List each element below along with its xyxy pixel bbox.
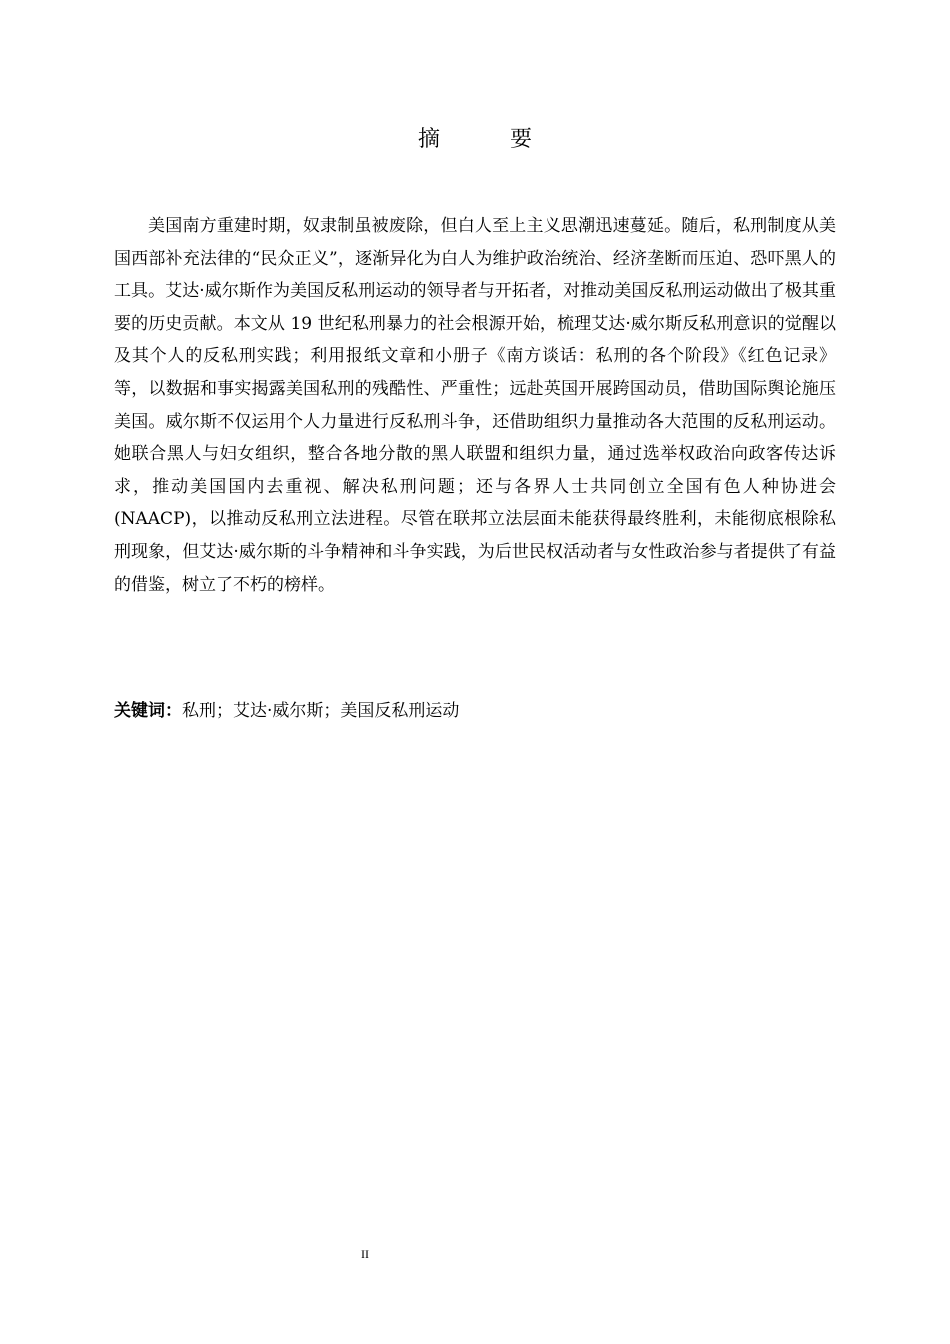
page-title: 摘 要 — [417, 127, 556, 152]
keywords-line — [114, 696, 836, 726]
abstract-paragraph: 美国南方重建时期，奴隶制虽被废除，但白人至上主义思潮迅速蔓延。随后，私刑制度从美国西部补充法律的“民众正义”，逐渐异化为白人为维护政治统治、经济垄断而压迫、恐吓黑人的工具。艾达·威尔斯作为美国反私刑运动的领导者与开拓者，对推动美国反私刑运动做出了极其重要的历史贡献。本文从 19 世纪私刑暴力的社会根源开始，梳理艾达·威尔斯反私刑意识的觉醒以及其个人的反私刑实践；利用报纸文章和小册子《南方谈话：私刑的各个阶段》《红色记录》等，以数据和事实揭露美国私刑的残酷性、严重性；远赴英国开展跨国动员，借助国际舆论施压美国。威尔斯不仅运用个人力量进行反私刑斗争，还借助组织力量推动各大范围的反私刑运动。她联合黑人与妇女组织，整合各地分散的黑人联盟和组织力量，通过选举权政治向政客传达诉求，推动美国国内去重视、解决私刑问题；还与各界人士共同创立全国有色人种协进会(NAACP)，以推动反私刑立法进程。尽管在联邦立法层面未能获得最终胜利，未能彻底根除私刑现象，但艾达·威尔斯的斗争精神和斗争实践，为后世民权活动者与女性政治参与者提供了有益的借鉴，树立了不朽的榜样。 — [114, 216, 836, 595]
keywords-text: 私刑；艾达·威尔斯；美国反私刑运动 — [182, 701, 460, 721]
page-number: II — [361, 1247, 369, 1261]
keywords-label: 关键词： — [114, 701, 182, 721]
